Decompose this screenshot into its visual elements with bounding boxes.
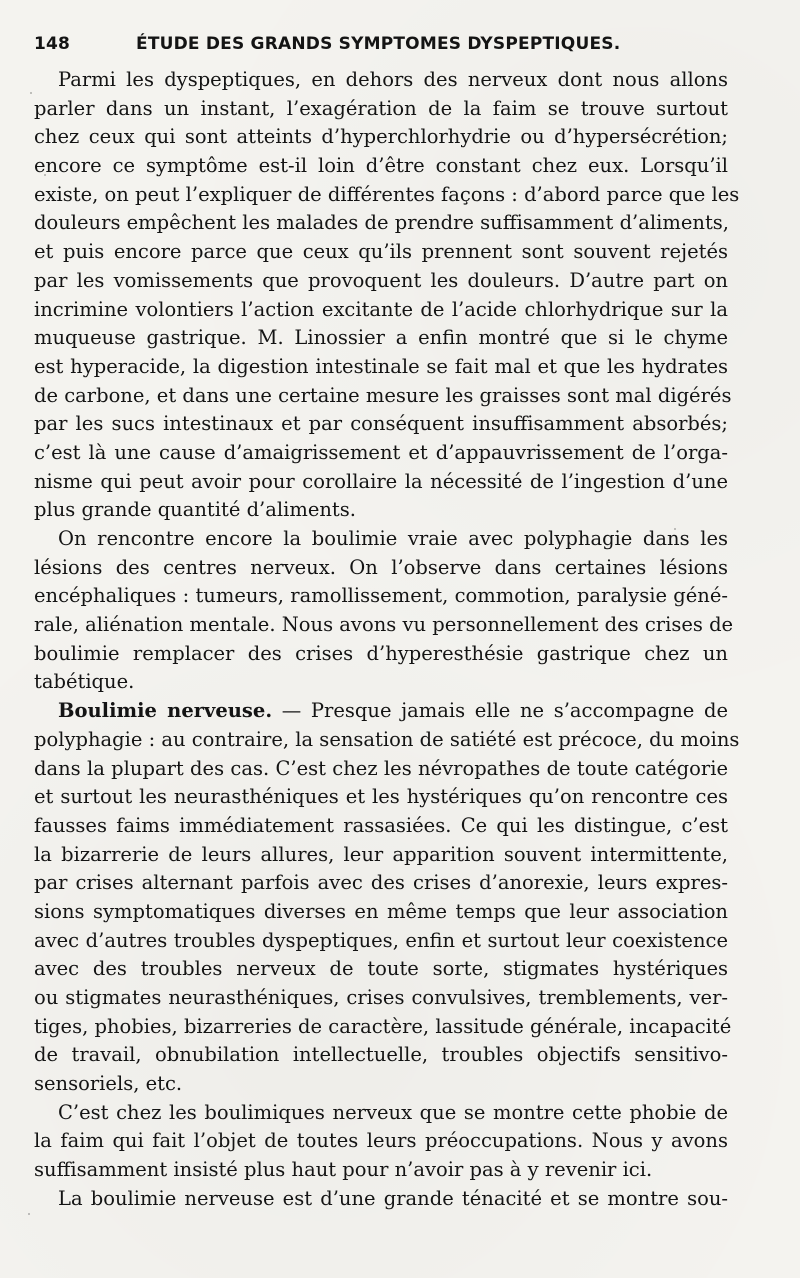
section-heading: Boulimie nerveuse. xyxy=(58,699,273,723)
text-line: nisme qui peut avoir pour corollaire la nécessité de l’ingestion d’une xyxy=(34,469,728,493)
print-speck xyxy=(674,528,676,530)
page-number: 148 xyxy=(34,34,71,54)
text-line: avec d’autres troubles dyspeptiques, enfin et surtout leur coexistence xyxy=(34,928,728,952)
text-line: Parmi les dyspeptiques, en dehors des nerveux dont nous allons xyxy=(58,68,728,91)
text-line: par crises alternant parfois avec des crises d’anorexie, leurs expres- xyxy=(34,871,728,895)
print-speck xyxy=(650,1115,652,1117)
text-line: sensoriels, etc. xyxy=(34,1072,183,1096)
text-line: ou stigmates neurasthéniques, crises convulsives, tremblements, ver- xyxy=(34,986,728,1009)
text-line: et surtout les neurasthéniques et les hystériques qu’on rencontre ces xyxy=(34,785,728,809)
text-line: plus grande quantité d’aliments. xyxy=(34,498,356,522)
text-line: suffisamment insisté plus haut pour n’avoir pas à y revenir ici. xyxy=(34,1158,653,1182)
text-line: La boulimie nerveuse est d’une grande ténacité et se montre sou- xyxy=(58,1186,728,1210)
text-line: de travail, obnubilation intellectuelle, troubles objectifs sensitivo- xyxy=(34,1043,728,1067)
running-header xyxy=(34,30,742,58)
text-line: dans la plupart des cas. C’est chez les névropathes de toute catégorie xyxy=(34,756,728,780)
text-line: tiges, phobies, bizarreries de caractère, lassitude générale, incapacité xyxy=(34,1014,732,1038)
text-line: boulimie remplacer des crises d’hyperesthésie gastrique chez un xyxy=(34,641,728,665)
text-line: C’est chez les boulimiques nerveux que se montre cette phobie de xyxy=(58,1100,728,1124)
text-line: par les sucs intestinaux et par conséquent insuffisamment absorbés; xyxy=(34,412,728,436)
text-line: la bizarrerie de leurs allures, leur apparition souvent intermittente, xyxy=(34,842,728,866)
print-speck xyxy=(45,486,47,488)
text-line: existe, on peut l’expliquer de différentes façons : d’abord parce que les xyxy=(34,182,740,206)
text-line: sions symptomatiques diverses en même temps que leur association xyxy=(34,899,728,923)
text-line: est hyperacide, la digestion intestinale se fait mal et que les hydrates xyxy=(34,354,728,378)
text-line: encore ce symptôme est-il loin d’être constant chez eux. Lorsqu’il xyxy=(34,154,728,178)
text-line: parler dans un instant, l’exagération de la faim se trouve surtout xyxy=(34,96,728,120)
text-line: la faim qui fait l’objet de toutes leurs préoccupations. Nous y avons xyxy=(34,1129,728,1153)
text-line: de carbone, et dans une certaine mesure les graisses sont mal digérés xyxy=(34,383,732,407)
text-line: douleurs empêchent les malades de prendre suffisamment d’aliments, xyxy=(34,211,729,235)
print-speck xyxy=(44,174,46,176)
section-line-text: — Presque jamais elle ne s’accompagne de xyxy=(281,699,728,723)
text-line: fausses faims immédiatement rassasiées. Ce qui les distingue, c’est xyxy=(34,813,728,837)
text-line: encéphaliques : tumeurs, ramollissement, commotion, paralysie géné- xyxy=(34,584,728,608)
running-title: ÉTUDE DES GRANDS SYMPTOMES DYSPEPTIQUES. xyxy=(136,34,621,54)
text-line: rale, aliénation mentale. Nous avons vu personnellement des crises de xyxy=(34,613,734,637)
text-line: tabétique. xyxy=(34,670,135,694)
print-speck xyxy=(30,92,32,94)
body-text xyxy=(34,66,740,1214)
text-line: muqueuse gastrique. M. Linossier a enfin montré que si le chyme xyxy=(34,326,728,350)
text-line: lésions des centres nerveux. On l’observe dans certaines lésions xyxy=(34,555,728,579)
text-line: chez ceux qui sont atteints d’hyperchlorhydrie ou d’hypersécrétion; xyxy=(34,125,728,149)
section-line xyxy=(34,697,728,726)
text-line: polyphagie : au contraire, la sensation de satiété est précoce, du moins xyxy=(34,727,740,751)
text-line: par les vomissements que provoquent les douleurs. D’autre part on xyxy=(34,268,728,292)
text-line: avec des troubles nerveux de toute sorte, stigmates hystériques xyxy=(34,957,728,981)
print-speck xyxy=(28,1213,30,1215)
text-line: et puis encore parce que ceux qu’ils prennent sont souvent rejetés xyxy=(34,240,728,264)
text-line: On rencontre encore la boulimie vraie avec polyphagie dans les xyxy=(58,527,728,550)
text-line: incrimine volontiers l’action excitante de l’acide chlorhydrique sur la xyxy=(34,297,728,321)
text-line: c’est là une cause d’amaigrissement et d’appauvrissement de l’orga- xyxy=(34,440,728,464)
